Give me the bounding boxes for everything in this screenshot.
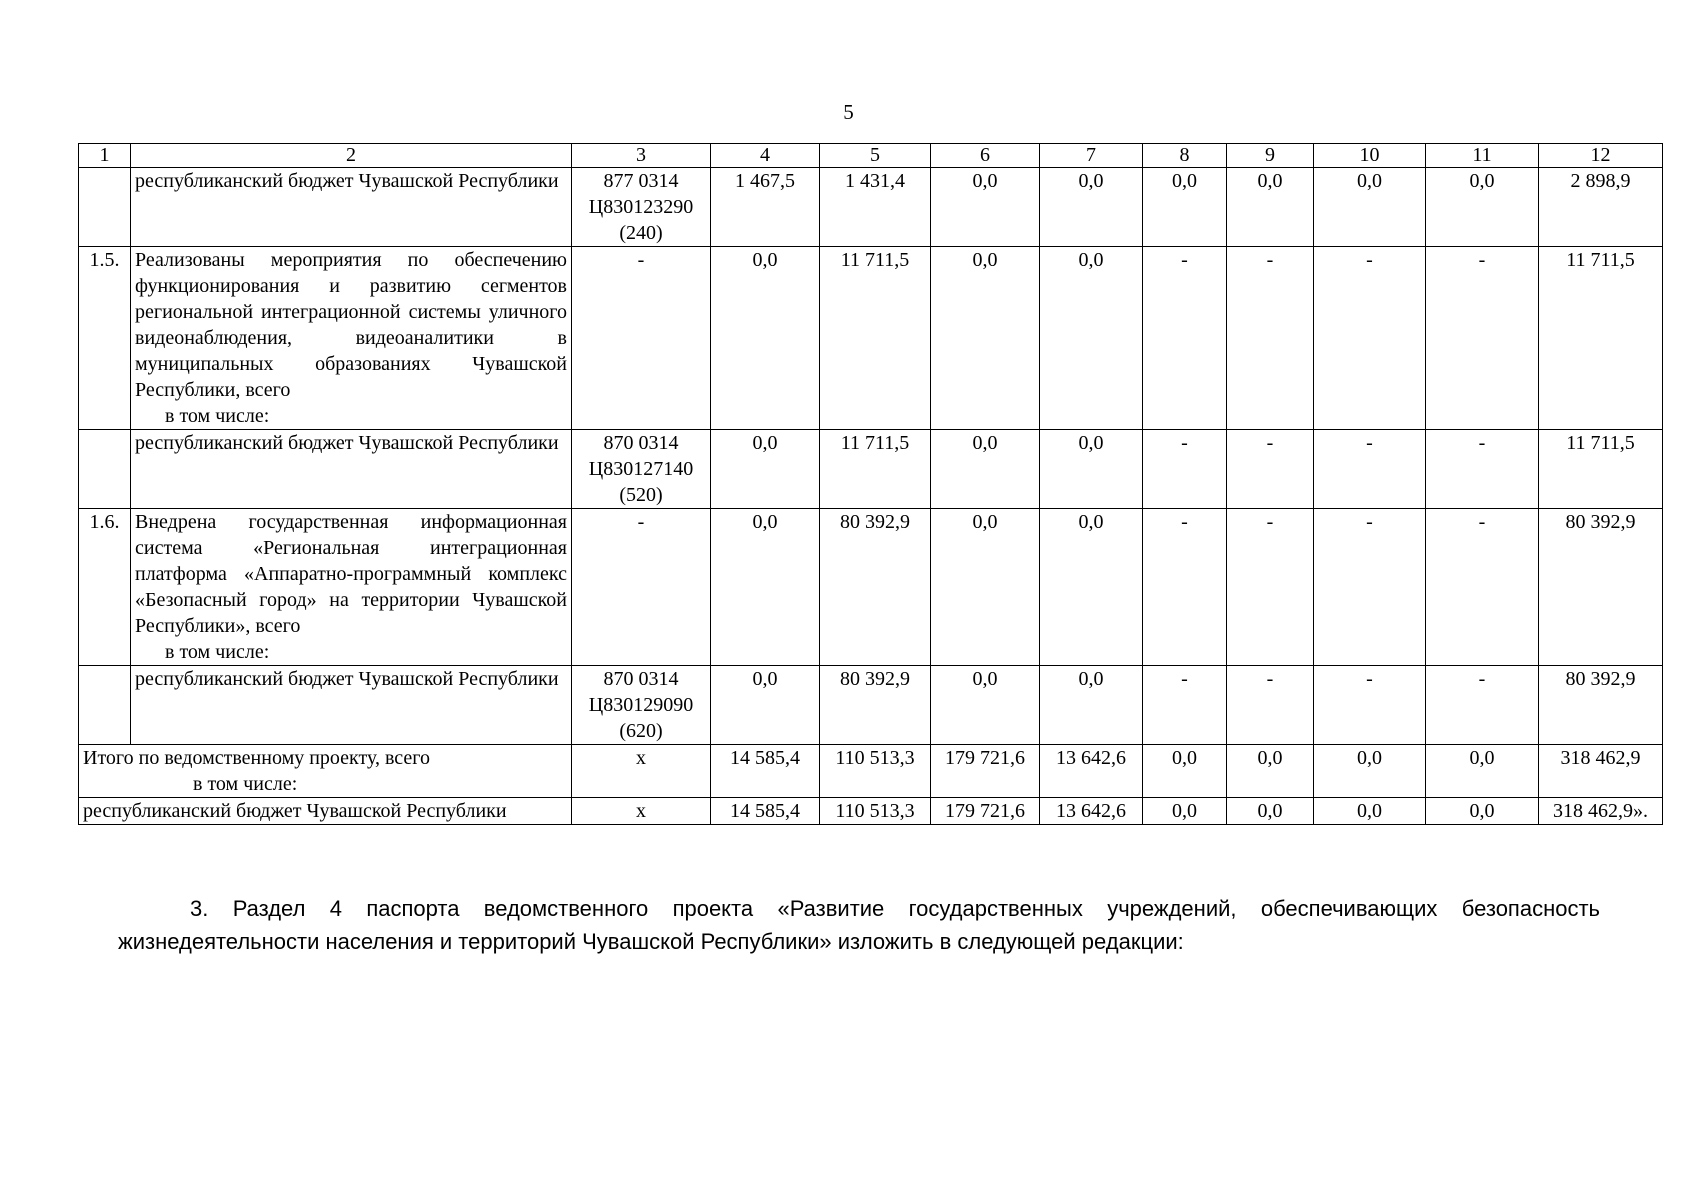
total-label xyxy=(79,745,572,798)
value-cell: - xyxy=(1314,666,1426,745)
value-cell: - xyxy=(1143,666,1227,745)
column-header: 10 xyxy=(1314,144,1426,168)
row-description xyxy=(131,168,572,247)
column-header: 8 xyxy=(1143,144,1227,168)
value-cell: 0,0 xyxy=(1227,168,1314,247)
total-value-cell: 0,0 xyxy=(1314,798,1426,825)
value-cell: - xyxy=(1426,430,1539,509)
budget-code-line: 870 0314 xyxy=(603,432,679,454)
budget-code-line: Ц830123290 xyxy=(588,196,694,218)
total-value-cell: 0,0 xyxy=(1227,745,1314,798)
column-header: 6 xyxy=(931,144,1040,168)
total-value-cell: 179 721,6 xyxy=(931,745,1040,798)
total-value-cell: 0,0 xyxy=(1426,745,1539,798)
value-cell: 11 711,5 xyxy=(1539,247,1663,430)
column-header: 4 xyxy=(711,144,820,168)
value-cell: - xyxy=(1143,247,1227,430)
total-label-text: республиканский бюджет Чувашской Республики xyxy=(83,800,507,822)
budget-code-line: (620) xyxy=(619,720,663,742)
total-value-cell: 0,0 xyxy=(1227,798,1314,825)
column-header: 7 xyxy=(1040,144,1143,168)
value-cell: 1 467,5 xyxy=(711,168,820,247)
value-cell: 0,0 xyxy=(1040,168,1143,247)
value-cell: - xyxy=(1227,247,1314,430)
value-cell: 0,0 xyxy=(711,509,820,666)
value-cell: 0,0 xyxy=(1040,666,1143,745)
total-value-cell: 110 513,3 xyxy=(820,745,931,798)
budget-code-line: 877 0314 xyxy=(603,170,679,192)
budget-code xyxy=(572,509,711,666)
value-cell: 1 431,4 xyxy=(820,168,931,247)
total-value-cell: 14 585,4 xyxy=(711,798,820,825)
table-body xyxy=(79,144,1663,825)
value-cell: - xyxy=(1426,666,1539,745)
total-value-cell: 179 721,6 xyxy=(931,798,1040,825)
total-value-cell: 14 585,4 xyxy=(711,745,820,798)
table-row xyxy=(79,247,1663,430)
row-index: 1.5. xyxy=(79,247,131,430)
row-index xyxy=(79,430,131,509)
value-cell: 0,0 xyxy=(931,509,1040,666)
value-cell: 80 392,9 xyxy=(1539,666,1663,745)
description-text: Реализованы мероприятия по обеспечению функционирования и развитию сегментов региональной интеграционной системы уличного видеонаблюдения, видеоаналитики в муниципальных образованиях Чувашской Республики, всего xyxy=(135,249,567,401)
total-value-cell: 0,0 xyxy=(1143,798,1227,825)
budget-code xyxy=(572,168,711,247)
value-cell: - xyxy=(1426,247,1539,430)
row-index xyxy=(79,168,131,247)
value-cell: 0,0 xyxy=(931,247,1040,430)
value-cell: 0,0 xyxy=(1040,247,1143,430)
row-description xyxy=(131,509,572,666)
column-header: 5 xyxy=(820,144,931,168)
column-header: 1 xyxy=(79,144,131,168)
column-header: 2 xyxy=(131,144,572,168)
value-cell: 2 898,9 xyxy=(1539,168,1663,247)
value-cell: 0,0 xyxy=(711,430,820,509)
row-description xyxy=(131,430,572,509)
value-cell: 80 392,9 xyxy=(820,509,931,666)
value-cell: 80 392,9 xyxy=(1539,509,1663,666)
budget-code-line: 870 0314 xyxy=(603,668,679,690)
description-text: республиканский бюджет Чувашской Республики xyxy=(135,432,559,454)
value-cell: - xyxy=(1143,509,1227,666)
description-text: республиканский бюджет Чувашской Республики xyxy=(135,170,559,192)
total-value-cell: 0,0 xyxy=(1426,798,1539,825)
column-header: 3 xyxy=(572,144,711,168)
total-value-cell: 318 462,9 xyxy=(1539,745,1663,798)
page-number: 5 xyxy=(843,100,854,124)
value-cell: 0,0 xyxy=(1314,168,1426,247)
table-row xyxy=(79,509,1663,666)
value-cell: - xyxy=(1227,666,1314,745)
budget-code-line: (240) xyxy=(619,222,663,244)
total-label xyxy=(79,798,572,825)
total-code: x xyxy=(572,745,711,798)
total-value-cell: 13 642,6 xyxy=(1040,798,1143,825)
value-cell: 11 711,5 xyxy=(820,247,931,430)
value-cell: 0,0 xyxy=(1426,168,1539,247)
row-description xyxy=(131,247,572,430)
budget-code xyxy=(572,247,711,430)
total-value-cell: 13 642,6 xyxy=(1040,745,1143,798)
column-header: 11 xyxy=(1426,144,1539,168)
budget-code xyxy=(572,666,711,745)
total-label-subtext: в том числе: xyxy=(193,773,298,795)
budget-code-line: Ц830127140 xyxy=(588,458,694,480)
budget-code-line: - xyxy=(637,249,645,271)
table-row xyxy=(79,666,1663,745)
value-cell: 0,0 xyxy=(1040,430,1143,509)
total-label-text: Итого по ведомственному проекту, всего xyxy=(83,747,431,769)
value-cell: 80 392,9 xyxy=(820,666,931,745)
description-text: Внедрена государственная информационная система «Региональная интеграционная платформа «Аппаратно-программный комплекс «Безопасный город» на территории Чувашской Республики», всего xyxy=(135,511,567,637)
row-index: 1.6. xyxy=(79,509,131,666)
table-row xyxy=(79,168,1663,247)
budget-table xyxy=(78,143,1663,825)
column-header: 12 xyxy=(1539,144,1663,168)
total-row xyxy=(79,798,1663,825)
total-value-cell: 110 513,3 xyxy=(820,798,931,825)
total-value-cell: 318 462,9». xyxy=(1539,798,1663,825)
value-cell: - xyxy=(1143,430,1227,509)
value-cell: - xyxy=(1227,430,1314,509)
value-cell: 0,0 xyxy=(1040,509,1143,666)
value-cell: 0,0 xyxy=(711,666,820,745)
body-paragraph: 3. Раздел 4 паспорта ведомственного проекта «Развитие государственных учреждений, обеспечивающих безопасность жизнедеятельности населения и территорий Чувашской Республики» изложить в следующей редакции: xyxy=(118,896,1600,954)
total-value-cell: 0,0 xyxy=(1143,745,1227,798)
total-row xyxy=(79,745,1663,798)
value-cell: 0,0 xyxy=(1143,168,1227,247)
value-cell: - xyxy=(1227,509,1314,666)
column-header: 9 xyxy=(1227,144,1314,168)
description-text: республиканский бюджет Чувашской Республики xyxy=(135,668,559,690)
row-index xyxy=(79,666,131,745)
description-subtext: в том числе: xyxy=(165,641,270,663)
row-description xyxy=(131,666,572,745)
total-value-cell: 0,0 xyxy=(1314,745,1426,798)
value-cell: - xyxy=(1426,509,1539,666)
table-header-row xyxy=(79,144,1663,168)
description-subtext: в том числе: xyxy=(165,405,270,427)
value-cell: - xyxy=(1314,430,1426,509)
value-cell: - xyxy=(1314,247,1426,430)
value-cell: 0,0 xyxy=(711,247,820,430)
budget-code-line: - xyxy=(637,511,645,533)
value-cell: - xyxy=(1314,509,1426,666)
budget-code-line: (520) xyxy=(619,484,663,506)
value-cell: 11 711,5 xyxy=(820,430,931,509)
total-code: x xyxy=(572,798,711,825)
value-cell: 0,0 xyxy=(931,666,1040,745)
value-cell: 0,0 xyxy=(931,168,1040,247)
value-cell: 0,0 xyxy=(931,430,1040,509)
table-row xyxy=(79,430,1663,509)
budget-code-line: Ц830129090 xyxy=(588,694,694,716)
value-cell: 11 711,5 xyxy=(1539,430,1663,509)
budget-code xyxy=(572,430,711,509)
